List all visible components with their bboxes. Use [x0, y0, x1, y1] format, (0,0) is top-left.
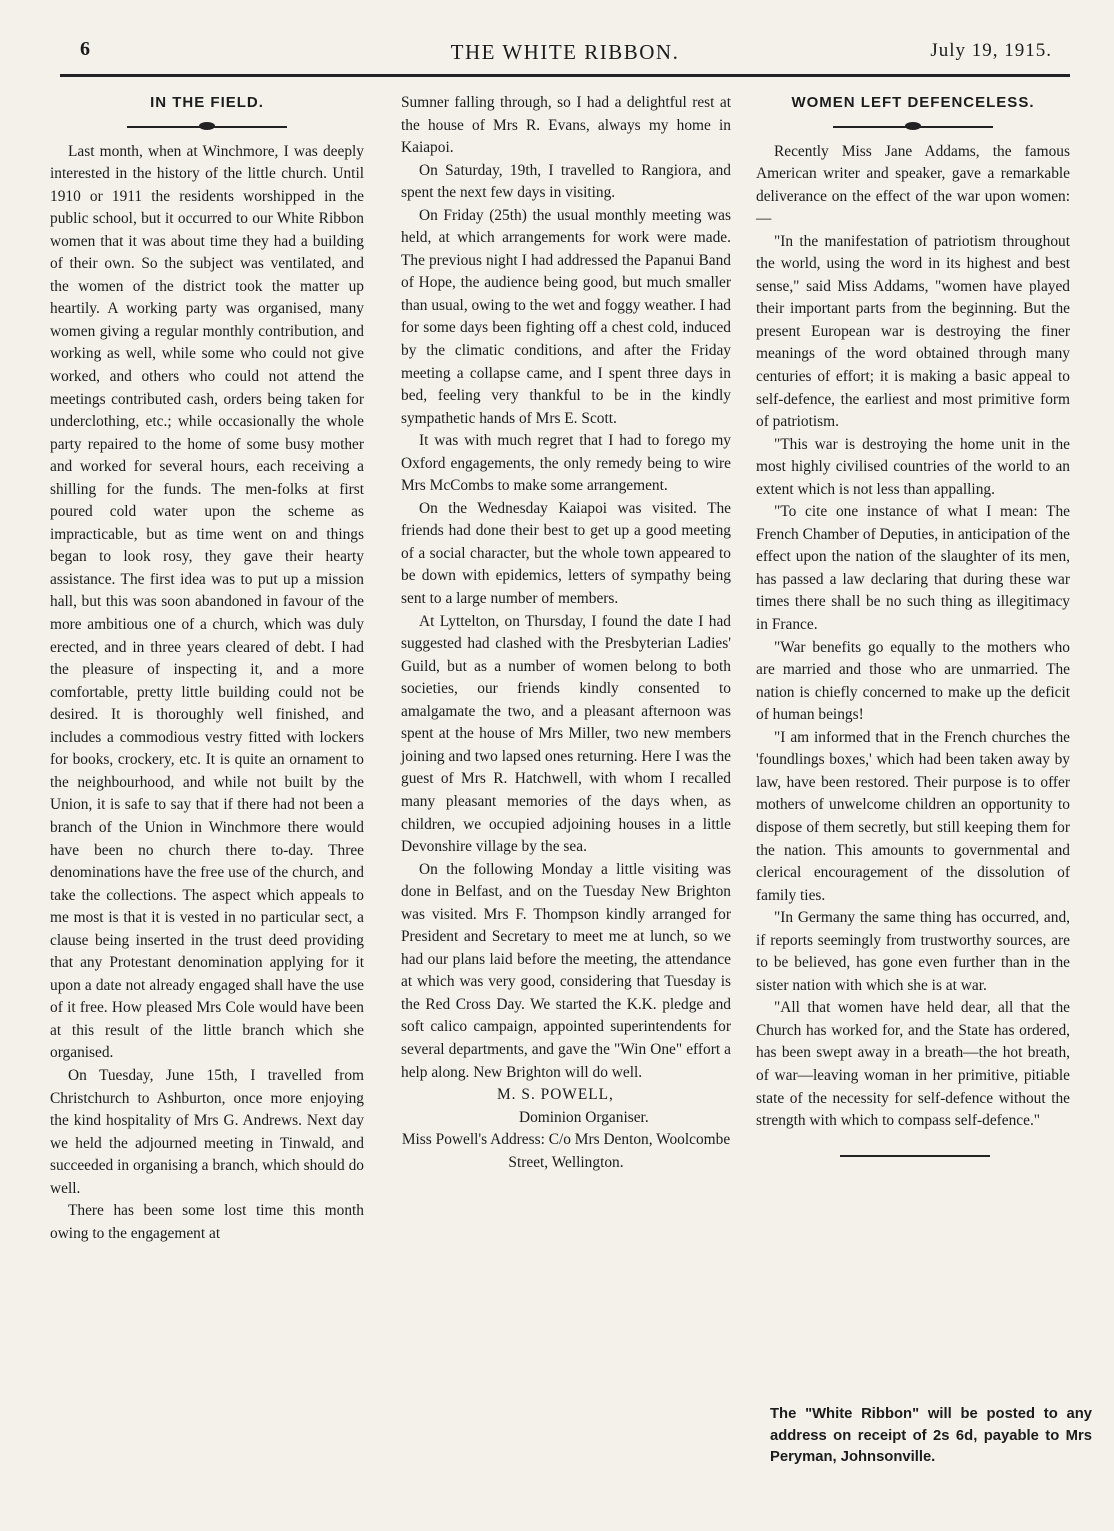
paragraph: On the following Monday a little visiting was done in Belfast, and on the Tuesday New Brighton was visited. Mrs F. Thompson kindly arranged for President and Secretary to meet me at lunch, so we had our plans laid before the meeting, the attendance at which was very good, considering that Tuesday is the Red Cross Day. We started the K.K. pledge and soft calico campaign, appointed superintendents for several departments, and gave the "Win One" effort a help along. New Brighton will do well.: [401, 860, 731, 1081]
paragraph: "I am informed that in the French churches the 'foundlings boxes,' which had been taken away by law, have been restored. Their purpose is to offer mothers of unwelcome children an opportunity to dispose of them secretly, but still keeping them for the nation. This amounts to governmental and clerical encouragement of the dissolution of family ties.: [756, 728, 1070, 904]
column-1: [50, 88, 364, 1245]
signature-name: M. S. POWELL,: [497, 1086, 614, 1104]
paragraph: On Friday (25th) the usual monthly meeting was held, at which arrangements for work were made. The previous night I had addressed the Papanui Band of Hope, the audience being good, but much smaller than usual, owing to the wet and foggy weather. I had for some days been fighting off a chest cold, induced by the climatic conditions, and after the Friday meeting a collapse came, and I spent three days in bed, feeling very thankful to be in the kindly sympathetic hands of Mrs E. Scott.: [401, 206, 731, 427]
paragraph: It was with much regret that I had to forego my Oxford engagements, the only remedy being to wire Mrs McCombs to make some arrangement.: [401, 432, 731, 495]
paragraph: On Saturday, 19th, I travelled to Rangiora, and spent the next few days in visiting.: [401, 161, 731, 202]
ornament-divider-icon: [127, 121, 287, 131]
page-number: 6: [80, 38, 90, 60]
page-header: [60, 34, 1070, 77]
signature-role: Dominion Organiser.: [519, 1108, 649, 1126]
masthead-title: THE WHITE RIBBON.: [450, 40, 680, 64]
article-heading-in-the-field: IN THE FIELD.: [150, 94, 264, 111]
column-3: [756, 88, 1070, 1157]
paragraph: At Lyttelton, on Thursday, I found the date I had suggested had clashed with the Presbyterian Ladies' Guild, but as a number of women belong to both societies, our friends kindly consented to amalgamate the two, and a pleasant afternoon was spent at the house of Mrs Miller, two new members joining and two lapsed ones returning. Here I was the guest of Mrs R. Hatchwell, with whom I recalled many pleasant memories of the days when, as children, we occupied adjoining houses in a little Devonshire village by the sea.: [401, 612, 731, 856]
subscription-notice: [770, 1404, 1092, 1469]
paragraph: On Tuesday, June 15th, I travelled from Christchurch to Ashburton, once more enjoying the kind hospitality of Mrs G. Andrews. Next day we held the adjourned meeting in Tinwald, and succeeded in organising a branch, which should do well.: [50, 1066, 364, 1197]
notice-text: The "White Ribbon" will be posted to any address on receipt of 2s 6d, payable to Mrs Peryman, Johnsonville.: [770, 1406, 1092, 1465]
paragraph: On the Wednesday Kaiapoi was visited. The friends had done their best to get up a good meeting of a social character, but the whole town appeared to be down with epidemics, letters of sympathy being sent to a large number of members.: [401, 499, 731, 608]
paragraph: "This war is destroying the home unit in the most highly civilised countries of the world to an extent which is not less than appalling.: [756, 435, 1070, 498]
paragraph: "To cite one instance of what I mean: The French Chamber of Deputies, in anticipation of the effect upon the nation of the slaughter of its men, has passed a law declaring that during these war times there shall be no such thing as illegitimacy in France.: [756, 503, 1070, 634]
paragraph: "All that women have held dear, all that the Church has worked for, and the State has ordered, has been swept away in a breath—the hot breath, of war—leaving woman in her primitive, pitiable state of the necessity for self-defence without the strength with which to compass self-defence.": [756, 999, 1070, 1130]
paragraph: There has been some lost time this month owing to the engagement at: [50, 1202, 364, 1242]
section-separator: [840, 1155, 990, 1157]
article-heading-women-left-defenceless: WOMEN LEFT DEFENCELESS.: [791, 94, 1035, 111]
paragraph: "War benefits go equally to the mothers who are married and those who are unmarried. The nation is chiefly concerned to make up the deficit of human beings!: [756, 638, 1070, 724]
organiser-address: Miss Powell's Address: C/o Mrs Denton, Woolcombe Street, Wellington.: [401, 1131, 731, 1171]
paragraph: Sumner falling through, so I had a delightful rest at the house of Mrs R. Evans, always my home in Kaiapoi.: [401, 94, 731, 157]
issue-date: July 19, 1915.: [930, 40, 1052, 61]
column-2: [401, 92, 731, 1174]
paragraph: "In the manifestation of patriotism throughout the world, using the word in its highest and best sense," said Miss Addams, "women have played their important parts from the beginning. But the present European war is destroying the finer meanings of the word obtained through many centuries of effort; it is making a basic appeal to self-defence, the earliest and most primitive form of patriotism.: [756, 232, 1070, 431]
paragraph: "In Germany the same thing has occurred, and, if reports seemingly from trustworthy sources, are to be believed, has gone even further than in the sister nation with which she is at war.: [756, 909, 1070, 994]
paragraph: Recently Miss Jane Addams, the famous American writer and speaker, gave a remarkable deliverance on the effect of the war upon women:—: [756, 142, 1070, 228]
ornament-divider-icon: [833, 121, 993, 131]
paragraph: Last month, when at Winchmore, I was deeply interested in the history of the little church. Until 1910 or 1911 the residents worshipped in the public school, but it occurred to our White Ribbon women that it was about time they had a building of their own. So the subject was ventilated, and the women of the district took the matter up heartily. A working party was organised, many women giving a regular monthly contribution, and working as well, while some who could not give worked, and others who could not attend the meetings contributed cash, orders being taken for underclothing, etc.; while occasionally the whole party repaired to the home of some busy mother and worked for several hours, each receiving a shilling for the funds. The men-folks at first poured cold water upon the scheme as impracticable, but as time went on and things began to look rosy, they gave their hearty assistance. The first idea was to put up a mission hall, but this was soon abandoned in favour of the more ambitious one of a church, which was duly erected, and in three years cleared of debt. I had the pleasure of inspecting it, and a more comfortable, pretty little building could not be desired. It is thoroughly well finished, and includes a commodious vestry fitted with lockers for books, crockery, etc. It is quite an ornament to the neighbourhood, and while not built by the Union, it is safe to say that if there had not been a branch of the Union in Winchmore there would have been no church there to-day. Three denominations have the free use of the church, and take the collections. The aspect which appeals to me most is that it is vested in no particular sect, a clause being inserted in the trust deed providing that any Protestant denomination applying for it upon a date not already engaged shall have the use of it free. How pleased Mrs Cole would have been at this result of the little branch which she organised.: [50, 142, 364, 1062]
